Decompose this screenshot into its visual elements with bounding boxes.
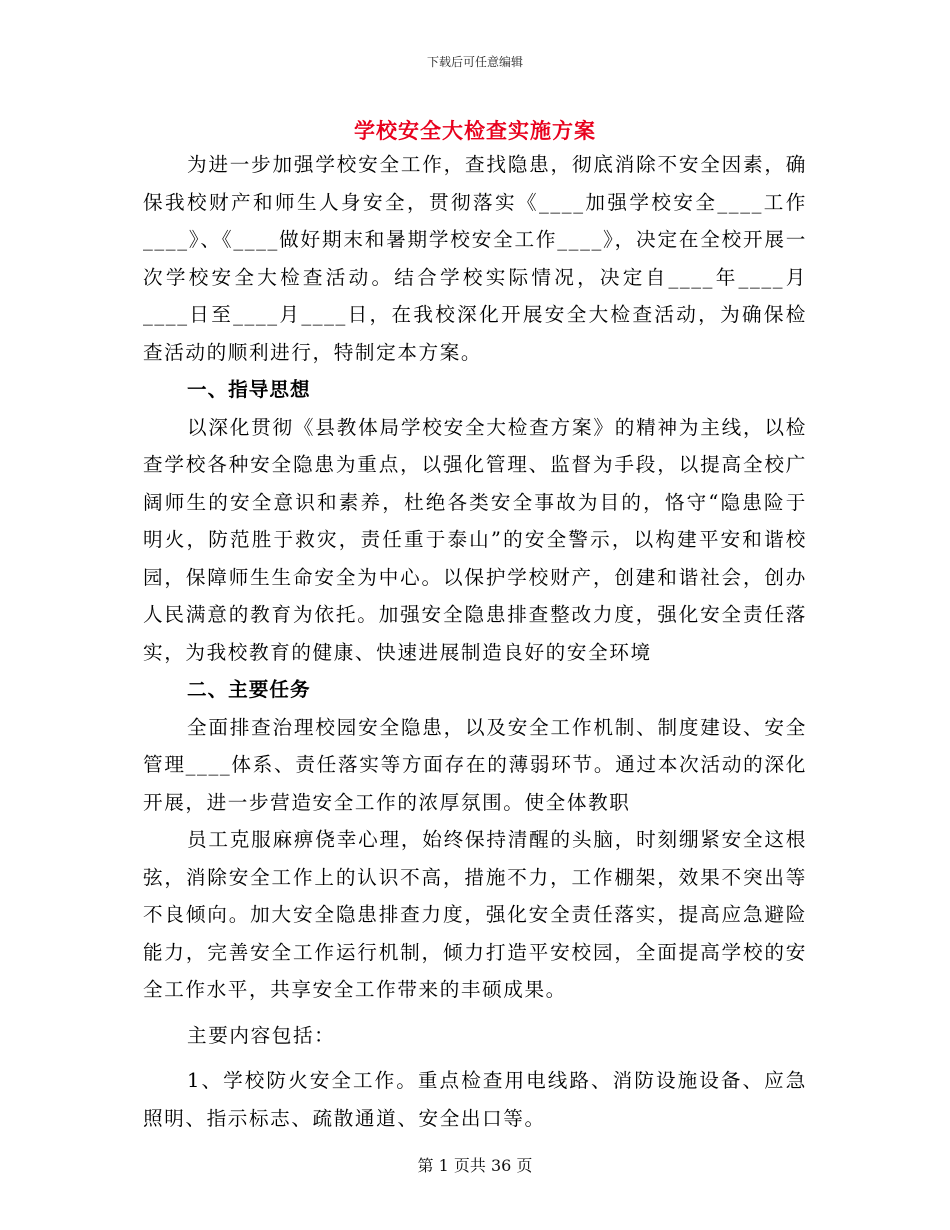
guiding-ideology-paragraph: 以深化贯彻《县教体局学校安全大检查方案》的精神为主线，以检查学校各种安全隐患为重点，以强化管理、监督为手段，以提高全校广阔师生的安全意识和素养，杜绝各类安全事故为目的，恪守“隐患险于明火，防范胜于救灾，责任重于泰山”的安全警示，以构建平安和谐校园，保障师生生命安全为中心。以保护学校财产，创建和谐社会，创办人民满意的教育为依托。加强安全隐患排查整改力度，强化安全责任落实，为我校教育的健康、快速进展制造良好的安全环境 [143,415,807,664]
document-body [143,146,807,1137]
section-heading-guiding-ideology: 一、指导思想 [187,378,311,401]
page-number: 第 1 页共 36 页 [417,1156,533,1175]
main-tasks-paragraph: 全面排查治理校园安全隐患，以及安全工作机制、制度建设、安全管理____体系、责任落实等方面存在的薄弱环节。通过本次活动的深化开展，进一步营造安全工作的浓厚氛围。使全体教职 [143,715,807,814]
main-tasks-paragraph-continued: 员工克服麻痹侥幸心理，始终保持清醒的头脑，时刻绷紧安全这根弦，消除安全工作上的认识不高，措施不力，工作棚架，效果不突出等不良倾向。加大安全隐患排查力度，强化安全责任落实，提高应急避险能力，完善安全工作运行机制，倾力打造平安校园，全面提高学校的安全工作水平，共享安全工作带来的丰硕成果。 [143,828,807,1001]
intro-paragraph: 为进一步加强学校安全工作，查找隐患，彻底消除不安全因素，确保我校财产和师生人身安全，贯彻落实《____加强学校安全____工作____》、《____做好期末和暑期学校安全工作____》，决定在全校开展一次学校安全大检查活动。结合学校实际情况，决定自____年____月____日至____月____日，在我校深化开展安全大检查活动，为确保检查活动的顺利进行，特制定本方案。 [143,153,807,364]
section-heading-main-tasks: 二、主要任务 [187,678,311,701]
content-item-fire-safety: 1、学校防火安全工作。重点检查用电线路、消防设施设备、应急照明、指示标志、疏散通道、安全出口等。 [143,1069,807,1130]
document-title: 学校安全大检查实施方案 [354,118,596,143]
main-contents-intro: 主要内容包括： [187,1023,336,1047]
page-header: 下载后可任意编辑 [426,55,523,69]
